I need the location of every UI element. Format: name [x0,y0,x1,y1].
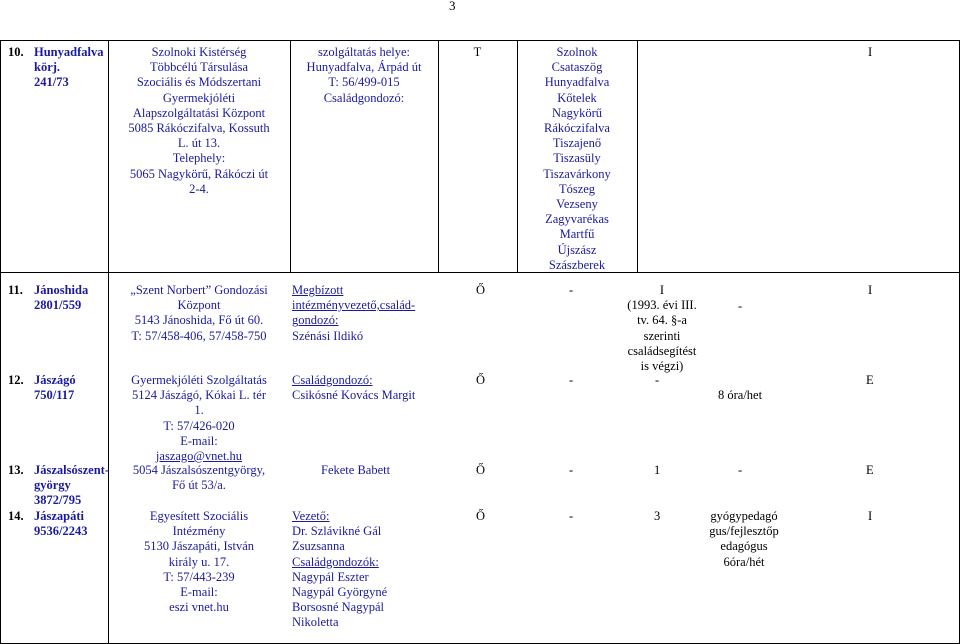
settlement-name: Jászalsószent- györgy 3872/795 [34,463,109,508]
col-dash: - [569,373,574,387]
served-settlements: Szolnok Csataszög Hunyadfalva Kőtelek Nagykörű Rákóczifalva Tiszajenő Tiszasüly Tiszavárkony Tószeg Vezseny Zagyvarékas Martfű Újszász Szászberek [543,45,611,272]
table-col-divider [290,40,291,273]
settlement-name: Hunyadfalva körj. 241/73 [34,45,104,90]
table-border-top [0,40,960,41]
settlement-name: Jánoshida 2801/559 [34,283,89,313]
status-code: I [868,45,873,59]
col-o: Ő [476,509,486,523]
col-n: 3 [654,509,661,523]
col-o: Ő [476,463,486,477]
status-code: E [866,463,874,477]
contact-person: Megbízott intézményvezető,család- gondozó: Szénási Ildikó [292,283,416,343]
col-dash: - [569,283,574,297]
col-o: Ő [476,283,486,297]
col-dash: - [569,509,574,523]
table-col-divider [517,40,518,273]
col-n: - [655,373,660,387]
provider-info: Gyermekjóléti Szolgáltatás 5124 Jászágó, Kókai L. tér 1. T: 57/426-020 E-mail: jaszago@vnet.hu [131,373,267,464]
provider-info: Szolnoki Kistérség Többcélú Társulása Szociális és Módszertani Gyermekjóléti Alapszolgáltatási Központ 5085 Rákóczifalva, Kossuth L. út 13. Telephely: 5065 Nagykörű, Rákóczi út 2-4. [128,45,270,196]
row-number: 11. [8,283,23,297]
settlement-name: Jászágó 750/117 [34,373,76,403]
provider-info: 5054 Jászalsószentgyörgy, Fő út 53/a. [132,463,266,493]
col-o: Ő [476,373,486,387]
table-col-divider [0,40,1,644]
table-col-divider [108,40,109,644]
col-dash: - [569,463,574,477]
contact-person: Fekete Babett [321,463,391,477]
row-number: 10. [8,45,24,59]
table-col-divider [438,40,439,273]
status-code: I [868,283,873,297]
col-n: I (1993. évi III. tv. 64. §-a szerinti családsegítést is végzi) [627,283,697,374]
row-number: 12. [8,373,24,387]
row-number: 13. [8,463,24,477]
row-number: 14. [8,509,24,523]
col-dash2: - [738,463,743,477]
service-location: szolgáltatás helye: Hunyadfalva, Árpád út T: 56/499-015 Családgondozó: [306,45,422,105]
settlement-name: Jászapáti 9536/2243 [34,509,88,539]
service-type: T [473,45,482,59]
status-code: E [866,373,874,387]
page-number: 3 [449,0,456,13]
col-n: 1 [654,463,661,477]
hours: gyógypedagó gus/fejlesztőp edagógus 6óra/hét [709,509,779,569]
table-row-divider [0,272,960,273]
hours: 8 óra/het [718,388,763,402]
col-dash2: - [738,299,743,313]
contact-person: Családgondozó: Csikósné Kovács Margit [292,373,416,403]
table-col-divider [637,40,638,273]
status-code: I [868,509,873,523]
provider-info: „Szent Norbert” Gondozási Központ 5143 Jánoshida, Fő út 60. T: 57/458-406, 57/458-750 [130,283,268,343]
contact-person: Vezető: Dr. Szlávikné Gál Zsuzsanna Családgondozók: Nagypál Eszter Nagypál Györgyné Borsosné Nagypál Nikoletta [292,509,388,630]
provider-info: Egyesített Szociális Intézmény 5130 Jászapáti, István király u. 17. T: 57/443-239 E-mail: eszi vnet.hu [143,509,255,615]
